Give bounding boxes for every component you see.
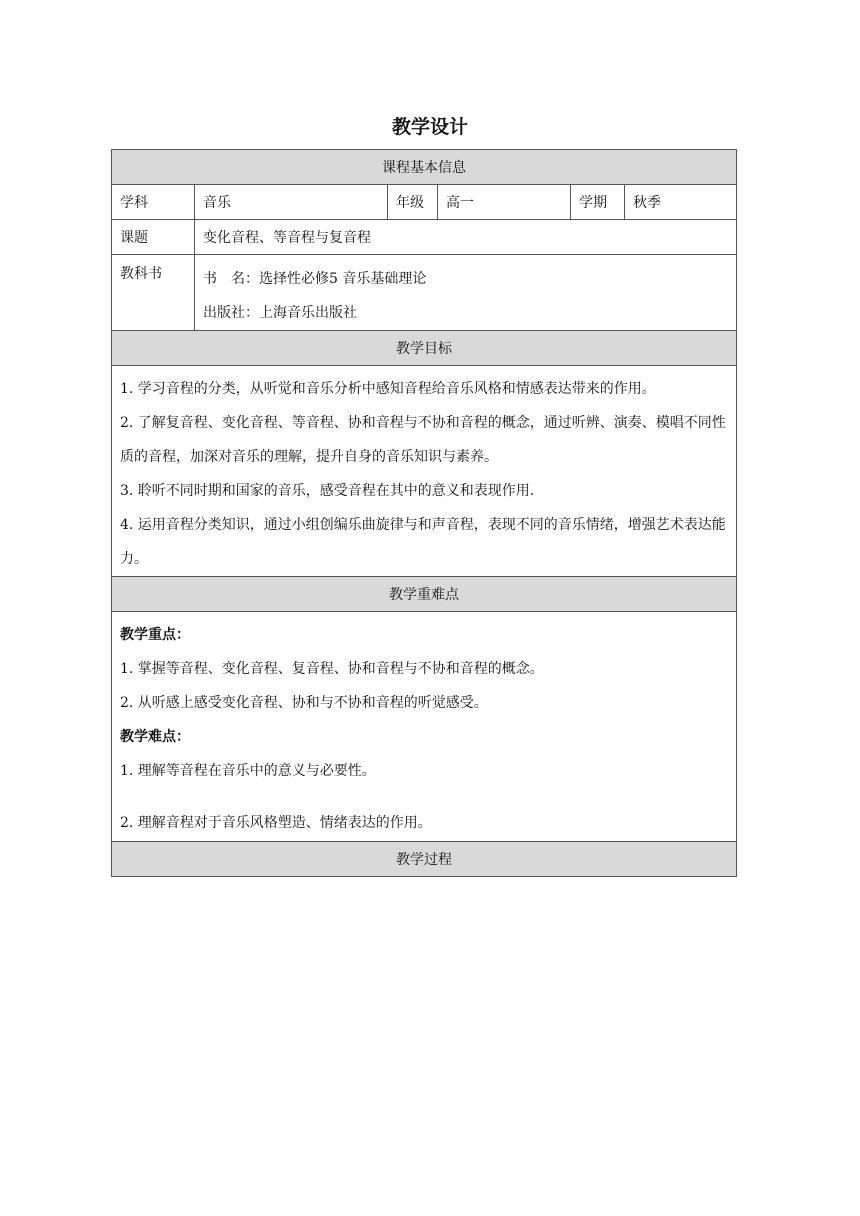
topic-value: 变化音程、等音程与复音程 [195,220,737,255]
key-points-header: 教学重难点 [112,577,737,612]
publisher: 出版社：上海音乐出版社 [203,305,357,321]
objective-item: 1. 学习音程的分类，从听觉和音乐分析中感知音程给音乐风格和情感表达带来的作用。 [120,381,656,397]
basic-info-header: 课程基本信息 [112,150,737,185]
term-value: 秋季 [625,185,737,220]
grade-value: 高一 [438,185,571,220]
subject-row [112,185,737,220]
objective-item: 4. 运用音程分类知识，通过小组创编乐曲旋律与和声音程，表现不同的音乐情绪，增强艺术表达能力。 [120,517,726,567]
textbook-label: 教科书 [112,255,195,331]
subject-value: 音乐 [195,185,388,220]
topic-label: 课题 [112,220,195,255]
textbook-info [195,255,737,331]
process-header: 教学过程 [112,842,737,877]
objectives-header: 教学目标 [112,331,737,366]
topic-row [112,220,737,255]
key-points-content [112,612,737,842]
subject-label: 学科 [112,185,195,220]
focus-item: 1. 掌握等音程、变化音程、复音程、协和音程与不协和音程的概念。 [120,661,544,677]
document-title: 教学设计 [391,116,468,138]
term-label: 学期 [571,185,625,220]
grade-label: 年级 [388,185,438,220]
difficulty-item: 2. 理解音程对于音乐风格塑造、情绪表达的作用。 [120,815,432,831]
objective-item: 2. 了解复音程、变化音程、等音程、协和音程与不协和音程的概念，通过听辨、演奏、模唱不同性质的音程，加深对音乐的理解，提升自身的音乐知识与素养。 [120,415,726,465]
difficulty-item: 1. 理解等音程在音乐中的意义与必要性。 [120,763,376,779]
difficulty-label: 教学难点： [120,729,190,745]
objectives-content [112,366,737,577]
book-name: 书 名：选择性必修5 音乐基础理论 [203,271,427,287]
focus-label: 教学重点： [120,627,190,643]
focus-item: 2. 从听感上感受变化音程、协和与不协和音程的听觉感受。 [120,695,488,711]
objective-item: 3. 聆听不同时期和国家的音乐，感受音程在其中的意义和表现作用. [120,483,535,499]
textbook-row [112,255,737,331]
lesson-plan-table [111,149,737,877]
